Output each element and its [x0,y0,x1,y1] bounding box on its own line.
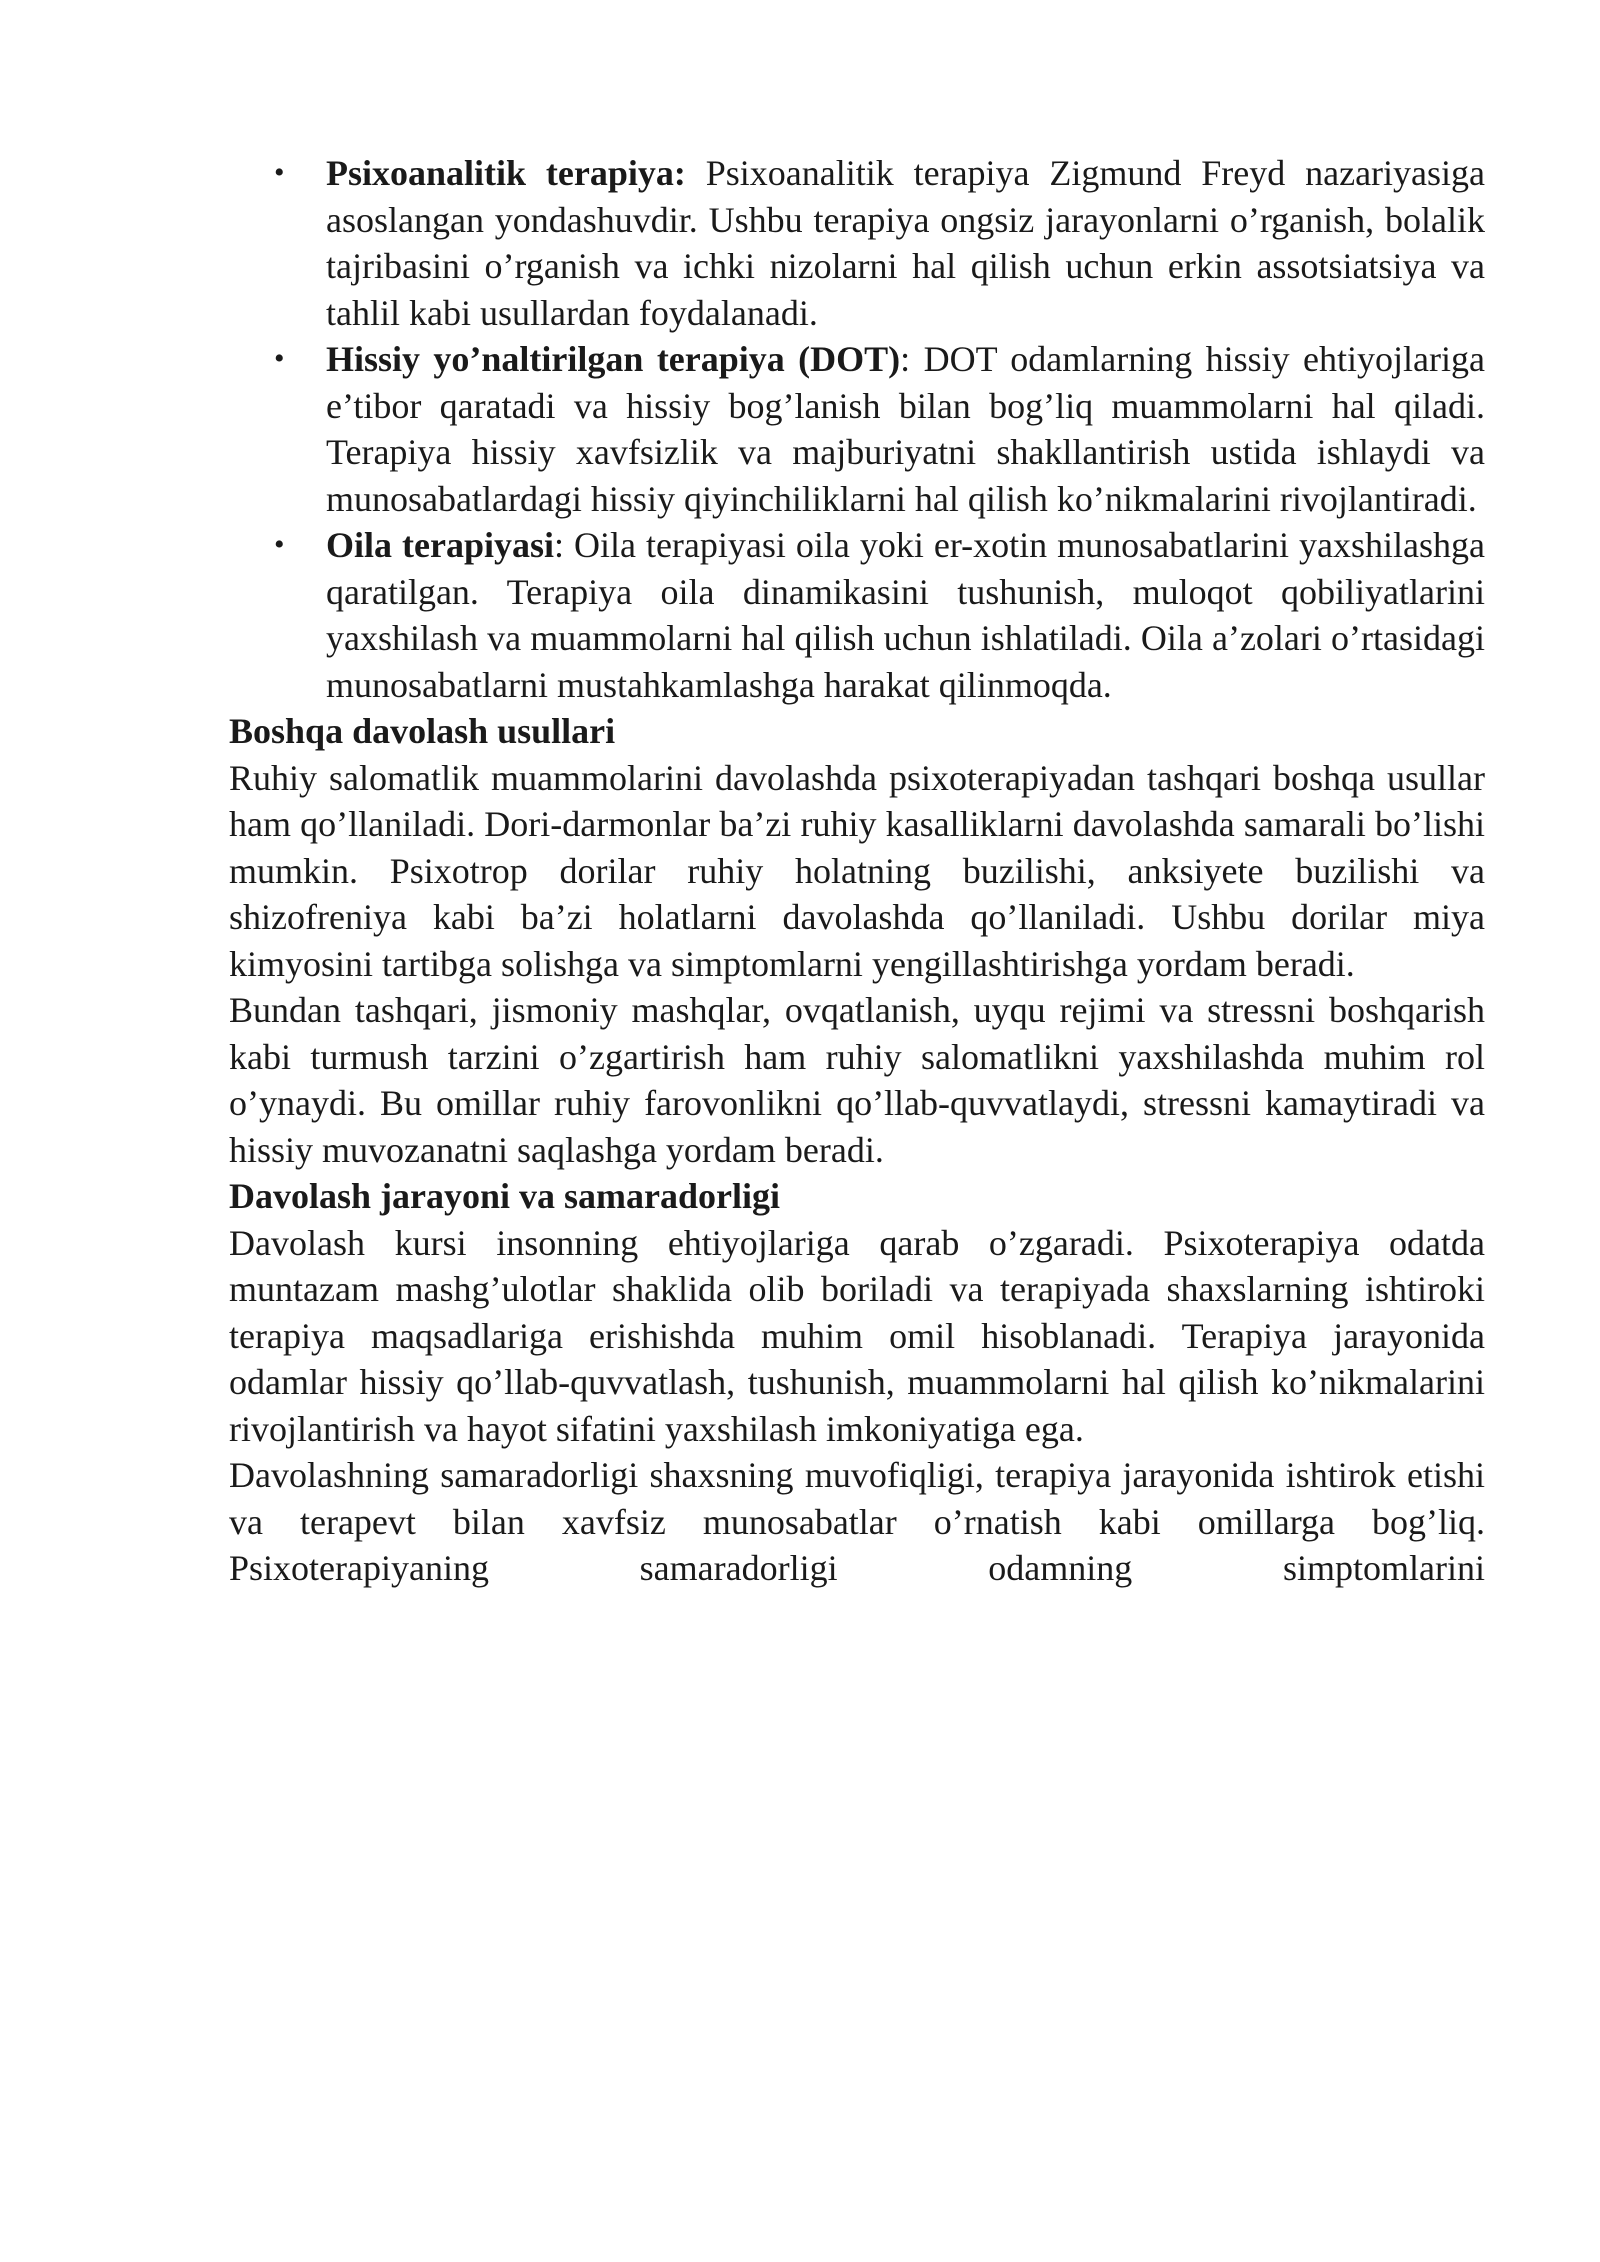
paragraph: Davolash kursi insonning ehtiyojlariga qarab o’zgaradi. Psixoterapiya odatda muntazam mashg’ulotlar shaklida olib boriladi va terapiyada shaxslarning ishtiroki terapiya maqsadlariga erishishda muhim omil hisoblanadi. Terapiya jarayonida odamlar hissiy qo’llab-quvvatlash, tushunish, muammolarni hal qilish ko’nikmalarini rivojlantirish va hayot sifatini yaxshilash imkoniyatiga ega. [229,1222,1485,1449]
list-item-emotion-focused [326,336,1485,522]
paragraph: Davolashning samaradorligi shaxsning muvofiqligi, terapiya jarayonida ishtirok etishi va terapevt bilan xavfsiz munosabatlar o’rnatish kabi omillarga bog’liq. Psixoterapiyaning samaradorligi odamning simptomlarini [229,1455,1485,1588]
therapy-description: Psixoanalitik terapiya Zigmund Freyd nazariyasiga asoslangan yondashuvdir. Ushbu terapiya ongsiz jarayonlarni o’rganish, bolalik tajribasini o’rganish va ichki nizolarni hal qilish uchun erkin assotsiatsiya va tahlil kabi usullardan foydalanadi. [326,153,1486,333]
section-heading-process: Davolash jarayoni va samaradorligi [229,1176,781,1216]
therapy-list [229,150,1485,708]
list-item-psychoanalytic [326,150,1485,336]
paragraph: Bundan tashqari, jismoniy mashqlar, ovqatlanish, uyqu rejimi va stressni boshqarish kabi turmush tarzini o’zgartirish ham ruhiy salomatlikni yaxshilashda muhim rol o’ynaydi. Bu omillar ruhiy farovonlikni qo’llab-quvvatlaydi, stressni kamaytiradi va hissiy muvozanatni saqlashga yordam beradi. [229,990,1485,1170]
therapy-term: Hissiy yo’naltirilgan terapiya (DOT) [326,339,901,379]
therapy-description: : Oila terapiyasi oila yoki er-xotin munosabatlarini yaxshilashga qaratilgan. Terapiya oila dinamikasini tushunish, muloqot qobiliyatlarini yaxshilash va muammolarni hal qilish uchun ishlatiladi. Oila a’zolari o’rtasidagi munosabatlarni mustahkamlashga harakat qilinmoqda. [326,525,1485,705]
list-item-family [326,522,1485,708]
section-heading-other-methods: Boshqa davolash usullari [229,711,616,751]
therapy-term: Psixoanalitik terapiya: [326,153,686,193]
therapy-term: Oila terapiyasi [326,525,554,565]
therapy-description: : DOT odamlarning hissiy ehtiyojlariga e’tibor qaratadi va hissiy bog’lanish bilan bog’liq muammolarni hal qiladi. Terapiya hissiy xavfsizlik va majburiyatni shakllantirish ustida ishlaydi va munosabatlardagi hissiy qiyinchiliklarni hal qilish ko’nikmalarini rivojlantiradi. [326,339,1485,519]
paragraph: Ruhiy salomatlik muammolarini davolashda psixoterapiyadan tashqari boshqa usullar ham qo’llaniladi. Dori-darmonlar ba’zi ruhiy kasalliklarni davolashda samarali bo’lishi mumkin. Psixotrop dorilar ruhiy holatning buzilishi, anksiyete buzilishi va shizofreniya kabi ba’zi holatlarni davolashda qo’llaniladi. Ushbu dorilar miya kimyosini tartibga solishga va simptomlarni yengillashtirishga yordam beradi. [229,757,1485,984]
document-page [229,150,1485,1592]
